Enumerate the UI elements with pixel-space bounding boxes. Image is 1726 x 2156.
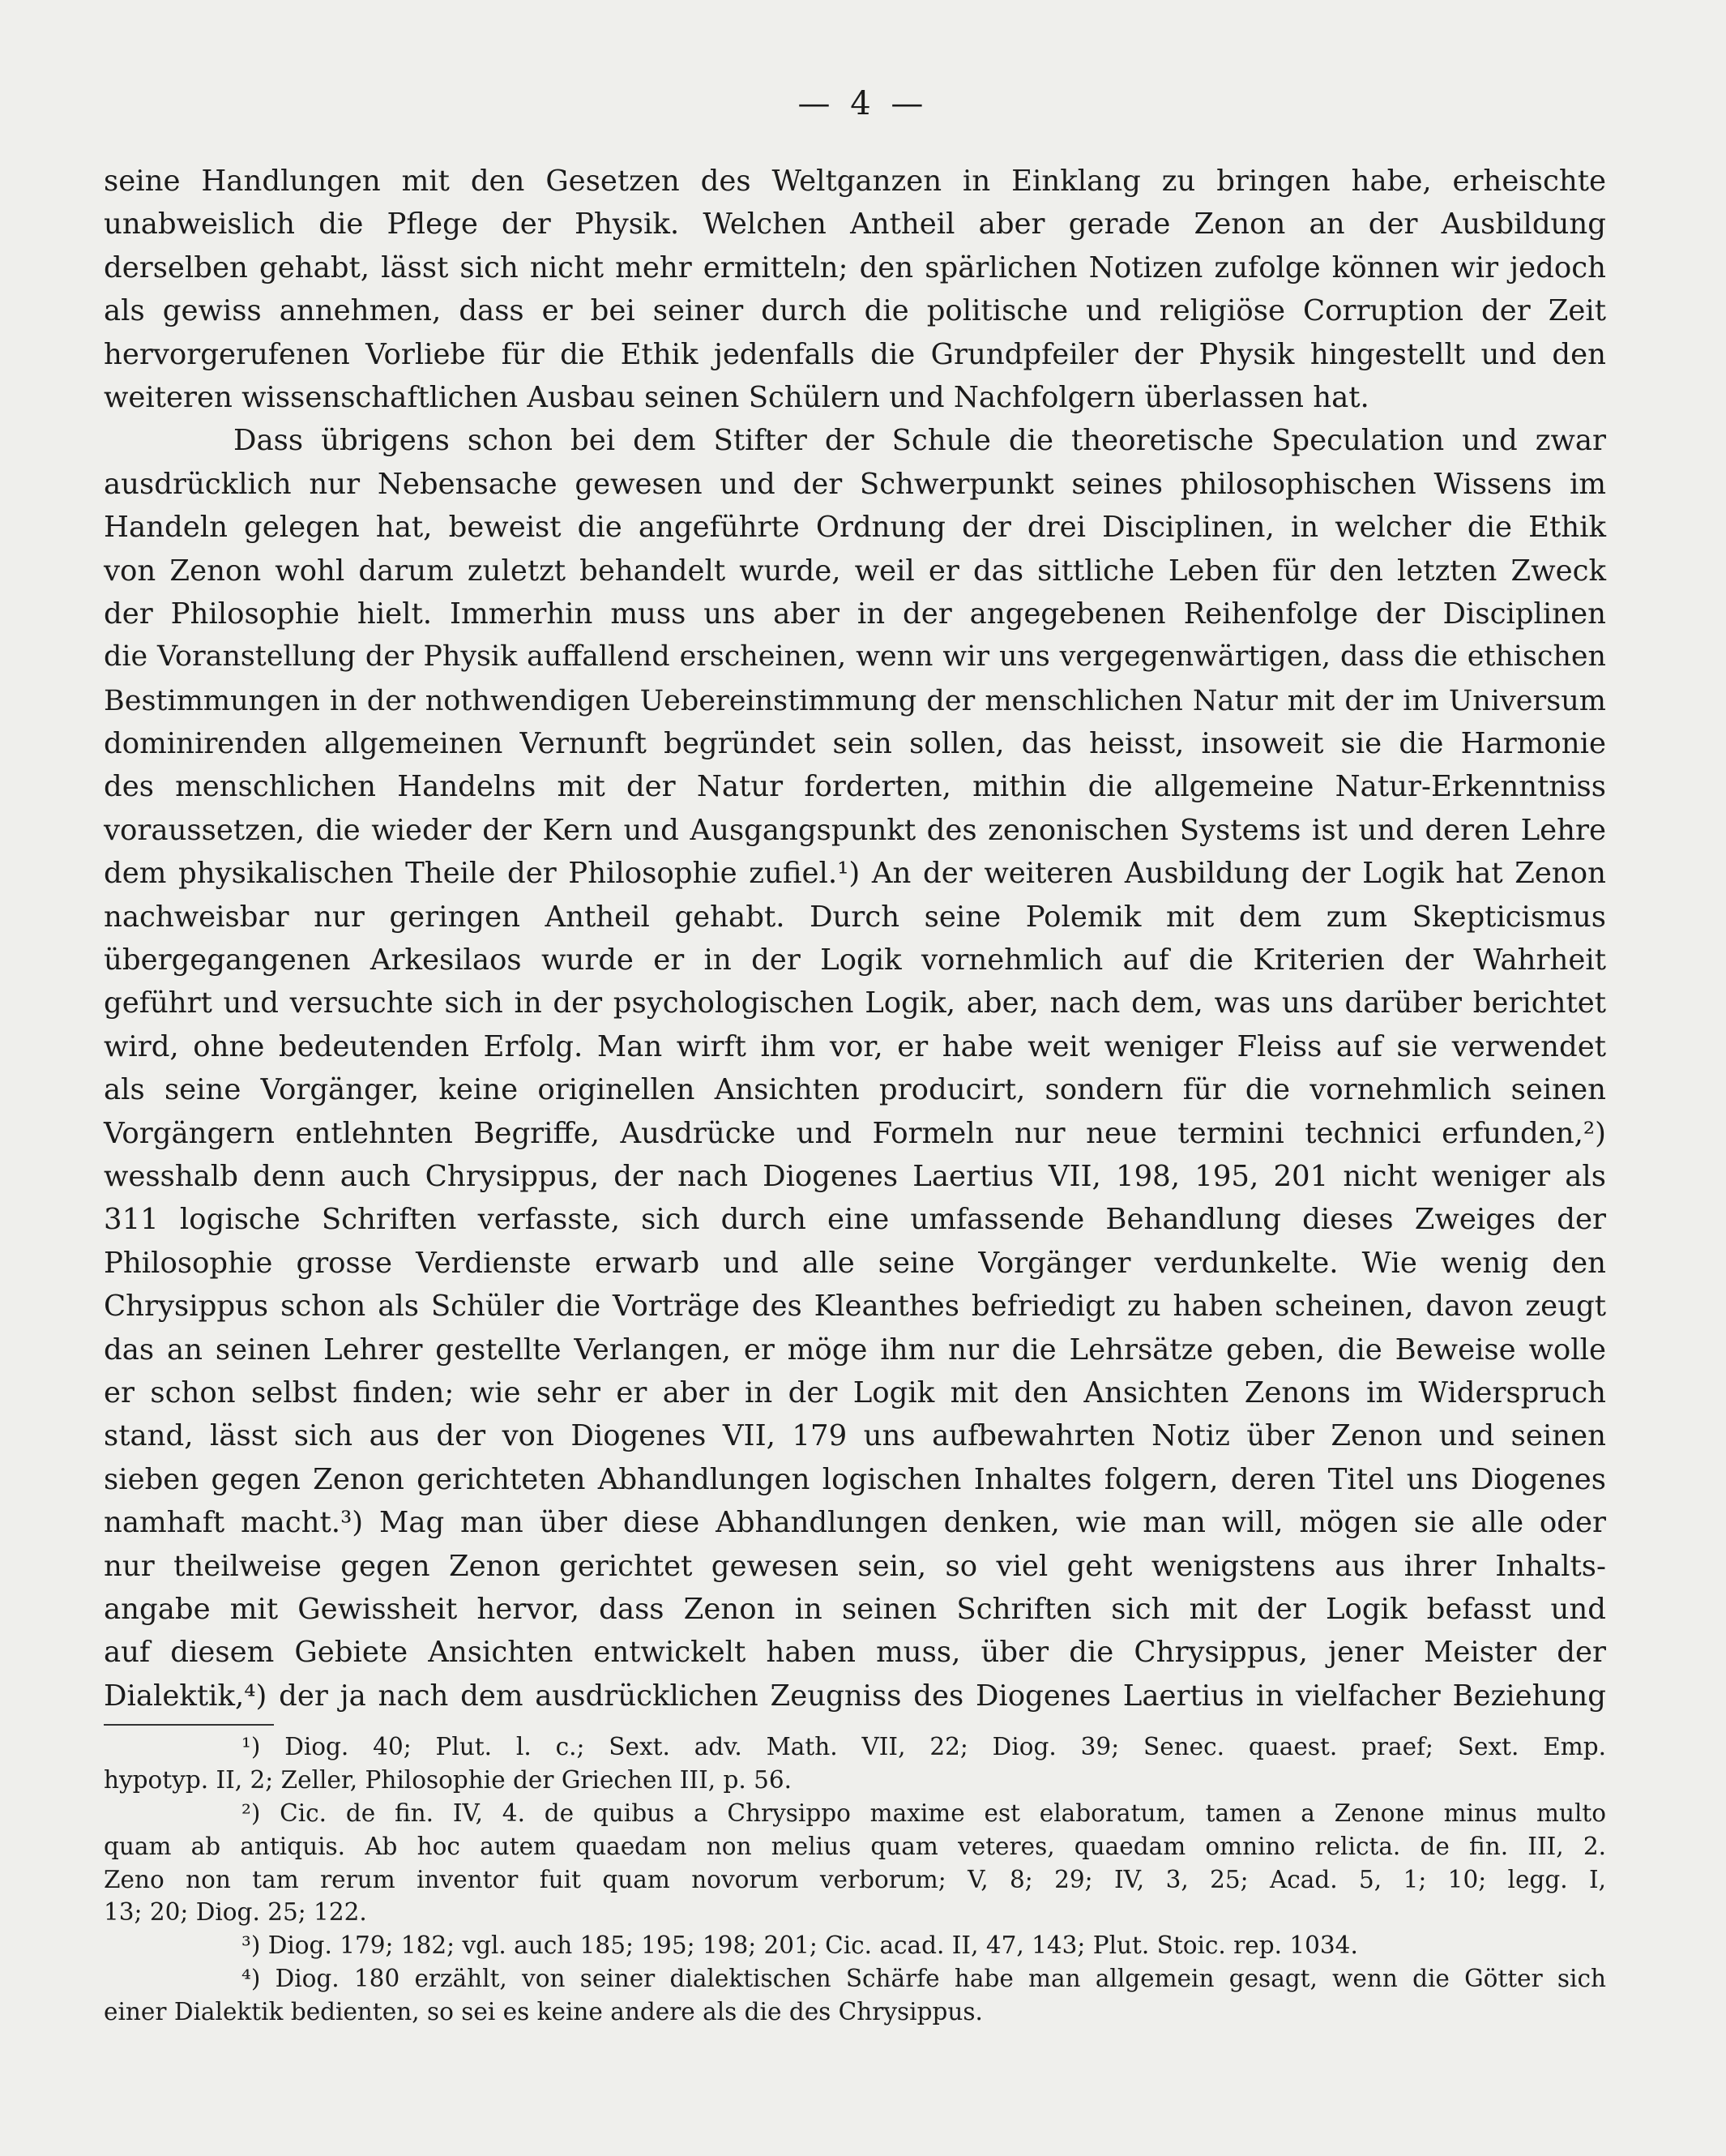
body-line: weiteren wissenschaftlichen Ausbau seinen Schülern und Nachfolgern überlassen hat.: [104, 380, 1369, 414]
body-line: sieben gegen Zenon gerichteten Abhandlungen logischen Inhaltes folgern, deren Titel uns Diogenes: [104, 1462, 1606, 1496]
body-line: 311 logische Schriften verfasste, sich durch eine umfassende Behandlung dieses Zweiges der: [104, 1203, 1606, 1237]
body-line: voraussetzen, die wieder der Kern und Ausgangspunkt des zenonischen Systems ist und deren Lehre: [104, 813, 1606, 847]
body-line: das an seinen Lehrer gestellte Verlangen, er möge ihm nur die Lehrsätze geben, die Beweise wolle: [104, 1333, 1606, 1367]
body-line: von Zenon wohl darum zuletzt behandelt wurde, weil er das sittliche Leben für den letzten Zweck: [104, 554, 1606, 588]
footnote-line: hypotyp. II, 2; Zeller, Philosophie der Griechen III, p. 56.: [104, 1765, 793, 1794]
body-line: derselben gehabt, lässt sich nicht mehr ermitteln; den spärlichen Notizen zufolge können wir jedoch: [104, 250, 1606, 284]
body-line: nur theilweise gegen Zenon gerichtet gewesen sein, so viel geht wenigstens aus ihrer Inhalts-: [104, 1549, 1606, 1583]
footnote-line: quam ab antiquis. Ab hoc autem quaedam non melius quam veteres, quaedam omnino relicta. de fin. III, 2.: [104, 1832, 1606, 1860]
footnote-line: ¹) Diog. 40; Plut. l. c.; Sext. adv. Math. VII, 22; Diog. 39; Senec. quaest. praef; Sext. Emp.: [241, 1733, 1606, 1760]
body-line: übergegangenen Arkesilaos wurde er in der Logik vornehmlich auf die Kriterien der Wahrheit: [104, 943, 1606, 977]
body-line: wesshalb denn auch Chrysippus, der nach Diogenes Laertius VII, 198, 195, 201 nicht weniger als: [104, 1159, 1606, 1193]
body-line: auf diesem Gebiete Ansichten entwickelt haben muss, über die Chrysippus, jener Meister der: [104, 1636, 1606, 1670]
footnote-separator: [104, 1724, 274, 1726]
footnote-line: Zeno non tam rerum inventor fuit quam novorum verborum; V, 8; 29; IV, 3, 25; Acad. 5, 1; 10; legg. I,: [104, 1865, 1606, 1893]
body-line: nachweisbar nur geringen Antheil gehabt. Durch seine Polemik mit dem zum Skepticismus: [104, 900, 1606, 934]
body-line: dem physikalischen Theile der Philosophie zufiel.¹) An der weiteren Ausbildung der Logik hat Zenon: [104, 857, 1606, 891]
body-line: der Philosophie hielt. Immerhin muss uns aber in der angegebenen Reihenfolge der Disciplinen: [104, 597, 1606, 631]
page-number: — 4 —: [797, 85, 929, 122]
body-line: des menschlichen Handelns mit der Natur forderten, mithin die allgemeine Natur-Erkenntniss: [104, 770, 1606, 804]
body-line: Dialektik,⁴) der ja nach dem ausdrücklichen Zeugniss des Diogenes Laertius in vielfacher Beziehung: [104, 1679, 1606, 1713]
body-line: ausdrücklich nur Nebensache gewesen und der Schwerpunkt seines philosophischen Wissens im: [104, 467, 1606, 501]
body-line: namhaft macht.³) Mag man über diese Abhandlungen denken, wie man will, mögen sie alle oder: [104, 1506, 1606, 1540]
body-text: [104, 160, 1606, 1718]
body-line: als gewiss annehmen, dass er bei seiner durch die politische und religiöse Corruption der Zeit: [104, 294, 1606, 328]
body-line: geführt und versuchte sich in der psychologischen Logik, aber, nach dem, was uns darüber berichtet: [104, 986, 1606, 1020]
body-line: seine Handlungen mit den Gesetzen des Weltganzen in Einklang zu bringen habe, erheischte: [104, 165, 1606, 198]
body-line: Dass übrigens schon bei dem Stifter der Schule die theoretische Speculation und zwar: [233, 424, 1606, 458]
footnote-line: 13; 20; Diog. 25; 122.: [104, 1898, 367, 1927]
body-line: stand, lässt sich aus der von Diogenes VII, 179 uns aufbewahrten Notiz über Zenon und seinen: [104, 1419, 1606, 1453]
body-line: wird, ohne bedeutenden Erfolg. Man wirft ihm vor, er habe weit weniger Fleiss auf sie verwendet: [104, 1029, 1606, 1063]
footnote-line: einer Dialektik bedienten, so sei es keine andere als die des Chrysippus.: [104, 1998, 983, 2026]
body-line: unabweislich die Pflege der Physik. Welchen Antheil aber gerade Zenon an der Ausbildung: [104, 207, 1606, 242]
footnotes: [104, 1730, 1606, 2029]
footnote-line: ³) Diog. 179; 182; vgl. auch 185; 195; 198; 201; Cic. acad. II, 47, 143; Plut. Stoic. rep. 1034.: [241, 1931, 1358, 1960]
body-line: hervorgerufenen Vorliebe für die Ethik jedenfalls die Grundpfeiler der Physik hingestellt und den: [104, 337, 1606, 371]
footnote-line: ⁴) Diog. 180 erzählt, von seiner dialektischen Schärfe habe man allgemein gesagt, wenn die Götter sich: [241, 1965, 1606, 1993]
body-line: Bestimmungen in der nothwendigen Uebereinstimmung der menschlichen Natur mit der im Universum: [104, 683, 1606, 717]
body-line: angabe mit Gewissheit hervor, dass Zenon in seinen Schriften sich mit der Logik befasst und: [104, 1592, 1606, 1626]
body-line: er schon selbst finden; wie sehr er aber in der Logik mit den Ansichten Zenons im Widerspruch: [104, 1375, 1606, 1410]
body-line: Handeln gelegen hat, beweist die angeführte Ordnung der drei Disciplinen, in welcher die Ethik: [104, 511, 1606, 545]
body-line: Philosophie grosse Verdienste erwarb und alle seine Vorgänger verdunkelte. Wie wenig den: [104, 1246, 1606, 1280]
body-line: dominirenden allgemeinen Vernunft begründet sein sollen, das heisst, insoweit sie die Harmonie: [104, 727, 1606, 761]
body-line: die Voranstellung der Physik auffallend erscheinen, wenn wir uns vergegenwärtigen, dass die ethischen: [104, 640, 1606, 674]
footnote-line: ²) Cic. de fin. IV, 4. de quibus a Chrysippo maxime est elaboratum, tamen a Zenone minus multo: [241, 1799, 1606, 1827]
body-line: Vorgängern entlehnten Begriffe, Ausdrücke und Formeln nur neue termini technici erfunden,²): [104, 1116, 1606, 1150]
body-line: als seine Vorgänger, keine originellen Ansichten producirt, sondern für die vornehmlich seinen: [104, 1073, 1606, 1107]
body-line: Chrysippus schon als Schüler die Vorträge des Kleanthes befriedigt zu haben scheinen, davon zeugt: [104, 1290, 1606, 1324]
